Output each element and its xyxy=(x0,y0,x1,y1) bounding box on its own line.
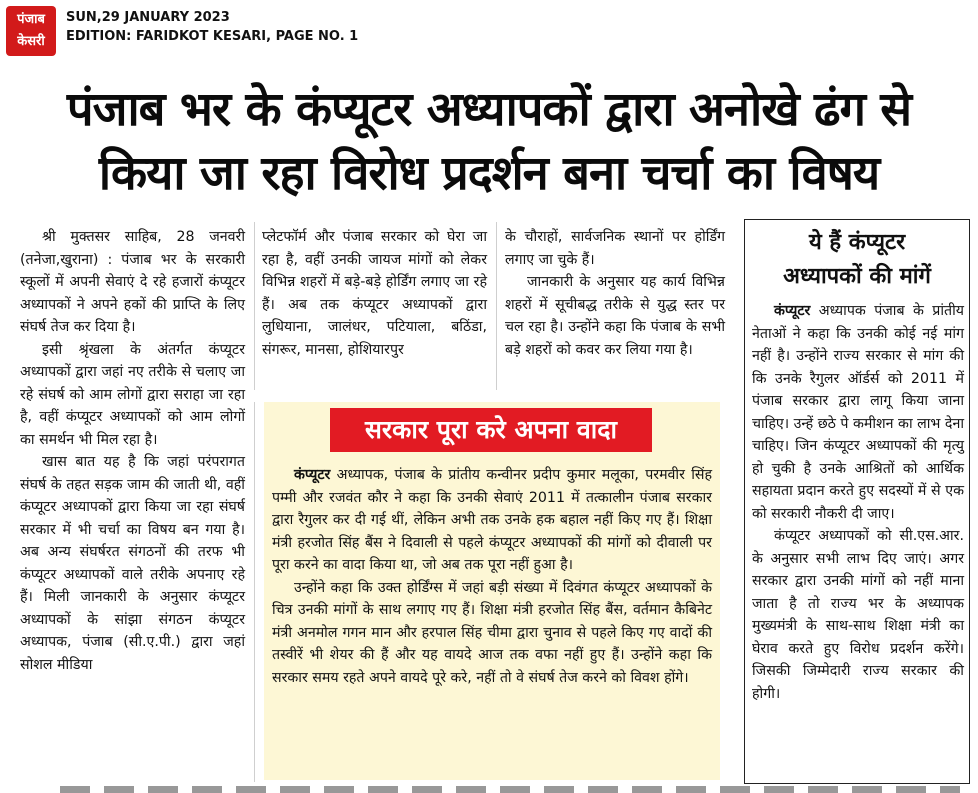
headline-line-2: किया जा रहा विरोध प्रदर्शन बना चर्चा का विषय xyxy=(98,146,880,201)
column-divider xyxy=(496,222,497,390)
cropped-next-headline xyxy=(60,786,960,793)
article-column-1 xyxy=(20,226,245,676)
article-paragraph: इसी श्रृंखला के अंतर्गत कंप्यूटर अध्यापकों द्वारा जहां नए तरीके से चलाए जा रहे संघर्ष को आम लोगों द्वारा सराहा जा रहा है, वहीं कंप्यूटर अध्यापकों को आम लोगों का समर्थन भी मिल रहा है। xyxy=(20,341,245,448)
sidebar-text xyxy=(752,300,964,705)
column-divider xyxy=(254,402,255,782)
logo-line-2: केसरी xyxy=(17,34,45,49)
article-column-2 xyxy=(262,226,487,361)
article-paragraph: के चौराहों, सार्वजनिक स्थानों पर होर्डिंग लगाए जा चुके हैं। xyxy=(505,229,725,268)
sidebar-paragraph xyxy=(752,300,964,525)
article-paragraph: खास बात यह है कि जहां परंपरागत संघर्ष के तहत सड़क जाम की जाती थी, वहीं कंप्यूटर अध्यापकों द्वारा किया जा रहा संघर्ष सरकार में भी चर्चा का विषय बन गया है। अब अन्य संघर्षरत संगठनों की तरफ भी कंप्यूटर अध्यापकों वाले तरीके अपनाए रहे हैं। मिली जानकारी के अनुसार कंप्यूटर अध्यापकों के सांझा संगठन कंप्यूटर अध्यापक, पंजाब (सी.ए.पी.) द्वारा जहां सोशल मीडिया xyxy=(20,454,245,673)
sidebar-title-line-2: अध्यापकों की मांगें xyxy=(783,264,931,289)
masthead xyxy=(0,0,978,64)
article-paragraph: श्री मुक्तसर साहिब, 28 जनवरी (तनेजा,खुराना) : पंजाब भर के सरकारी स्कूलों में अपनी सेवाएं दे रहे हजारों कंप्यूटर अध्यापकों ने अपने हकों की प्राप्ति के लिए संघर्ष तेज कर दिया है। xyxy=(20,229,245,335)
logo-line-1: पंजाब xyxy=(17,12,45,27)
edition-info: EDITION: FARIDKOT KESARI, PAGE NO. 1 xyxy=(66,29,359,44)
article-paragraph: जानकारी के अनुसार यह कार्य विभिन्न शहरों में सूचीबद्ध तरीके से युद्ध स्तर पर चल रहा है। उन्होंने कहा कि पंजाब के सभी बड़े शहरों को कवर कर लिया गया है। xyxy=(505,274,725,358)
headline xyxy=(0,78,978,206)
inset-paragraph xyxy=(272,464,712,577)
inset-banner: सरकार पूरा करे अपना वादा xyxy=(330,408,652,452)
edition-meta xyxy=(66,8,358,46)
sidebar-title-line-1: ये हैं कंप्यूटर xyxy=(808,230,906,255)
publication-date: SUN,29 JANUARY 2023 xyxy=(66,10,230,25)
inset-paragraph-1-text: अध्यापक, पंजाब के प्रांतीय कन्वीनर प्रदीप कुमार मलूका, परमवीर सिंह पम्मी और रजवंत कौर ने कहा कि उनकी सेवाएं 2011 में तत्कालीन पंजाब सरकार द्वारा रैगुलर कर दी गई थीं, लेकिन अभी तक उनके हक बहाल नहीं किए गए हैं। शिक्षा मंत्री हरजोत सिंह बैंस ने दिवाली से पहले कंप्यूटर अध्यापकों की मांगों को दीवाली पर पूरा करने का वादा किया था, जो अब तक पूरा नहीं हुआ है। xyxy=(272,467,712,573)
article-column-3 xyxy=(505,226,725,361)
sidebar-lead-word: कंप्यूटर xyxy=(774,303,811,319)
inset-text xyxy=(272,464,712,689)
sidebar-paragraph-1-text: अध्यापक पंजाब के प्रांतीय नेताओं ने कहा कि उनकी कोई नई मांग नहीं है। उन्होंने राज्य सरकार से मांग की कि उनके रैगुलर ऑर्डर्स को 2011 में पंजाब सरकार द्वारा लागू किया जाना चाहिए। उन्हें छठे पे कमीशन का लाभ देना चाहिए। जिन कंप्यूटर अध्यापकों की मृत्यु हो चुकी है उनके आश्रितों को आर्थिक सहायता प्रदान करते हुए सदस्यों में से एक को सरकारी नौकरी दी जाए। xyxy=(752,303,964,522)
sidebar-title xyxy=(746,226,968,294)
inset-paragraph: उन्होंने कहा कि उक्त होर्डिंग्स में जहां बड़ी संख्या में दिवंगत कंप्यूटर अध्यापकों के चित्र उनकी मांगों के साथ लगाए गए हैं। शिक्षा मंत्री हरजोत सिंह बैंस, वर्तमान कैबिनेट मंत्री अनमोल गगन मान और हरपाल सिंह चीमा द्वारा चुनाव से पहले किए गए वादों की तस्वीरें भी शेयर की हैं और यह वायदे आज तक वफा नहीं हुए हैं। उन्होंने कहा कि सरकार समय रहते अपने वायदे पूरे करे, नहीं तो वे संघर्ष तेज करने को विवश होंगे। xyxy=(272,579,712,686)
headline-line-1: पंजाब भर के कंप्यूटर अध्यापकों द्वारा अनोखे ढंग से xyxy=(66,82,912,137)
article-paragraph: प्लेटफॉर्म और पंजाब सरकार को घेरा जा रहा है, वहीं उनकी जायज मांगों को लेकर विभिन्न शहरों में बड़े-बड़े होर्डिंग लगाए जा रहे हैं। अब तक कंप्यूटर अध्यापकों द्वारा लुधियाना, जालंधर, पटियाला, बठिंडा, संगरूर, मानसा, होशियारपुर xyxy=(262,229,487,358)
sidebar-paragraph: कंप्यूटर अध्यापकों को सी.एस.आर. के अनुसार सभी लाभ दिए जाएं। अगर सरकार द्वारा उनकी मांगों को नहीं माना जाता है तो राज्य भर के अध्यापक मुख्यमंत्री के साथ-साथ शिक्षा मंत्री का घेराव करते हुए विरोध प्रदर्शन करेंगे। जिसकी जिम्मेदारी राज्य सरकार की होगी। xyxy=(752,528,964,702)
newspaper-logo xyxy=(6,6,56,56)
column-divider xyxy=(254,222,255,390)
inset-lead-word: कंप्यूटर xyxy=(294,467,331,483)
